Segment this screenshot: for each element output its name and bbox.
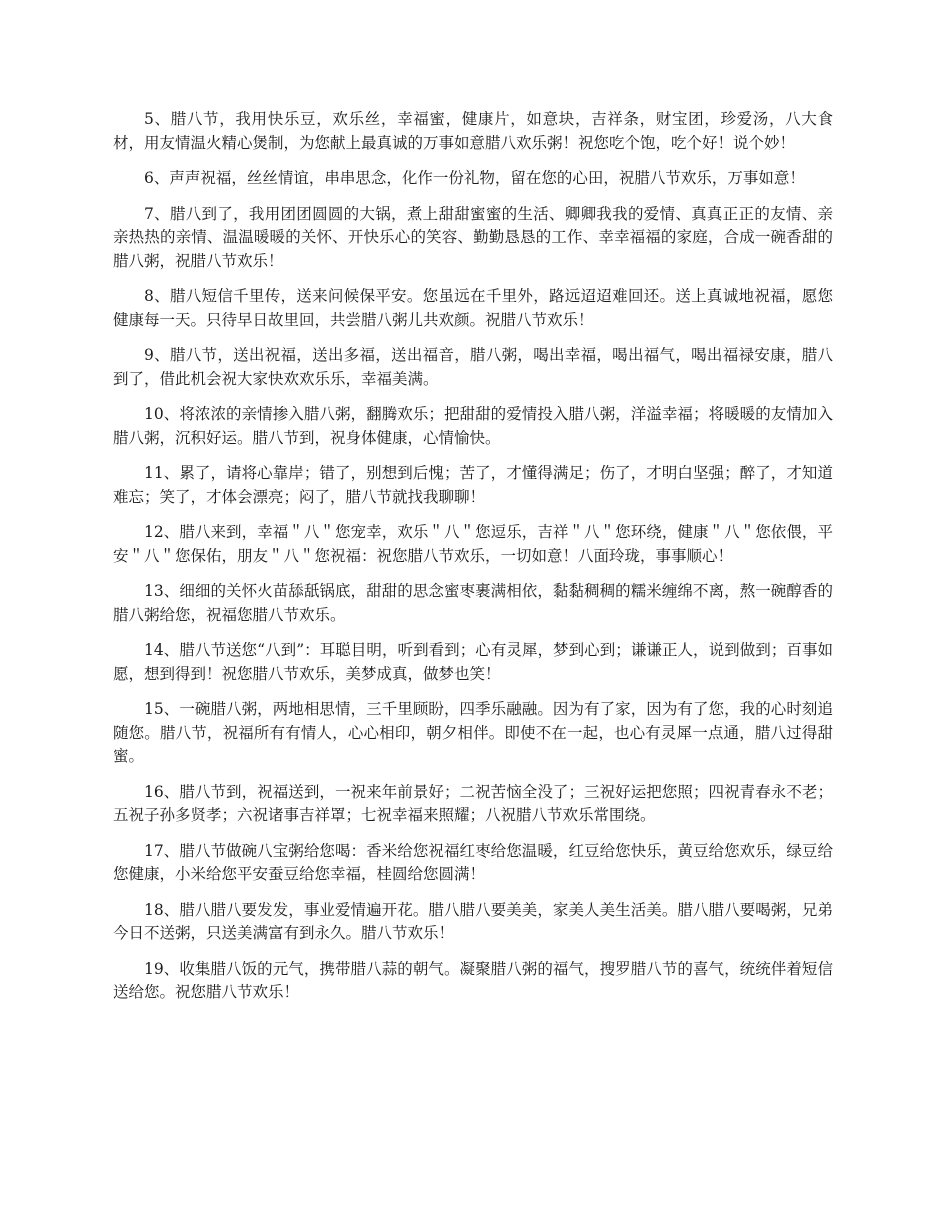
paragraph-18: 18、腊八腊八要发发，事业爱情遍开花。腊八腊八要美美，家美人美生活美。腊八腊八要喝粥，兄弟今日不送粥，只送美满富有到永久。腊八节欢乐！: [113, 900, 833, 942]
paragraph-16: 16、腊八节到，祝福送到，一祝来年前景好；二祝苦恼全没了；三祝好运把您照；四祝青春永不老；五祝子孙多贤孝；六祝诸事吉祥罩；七祝幸福来照耀；八祝腊八节欢乐常围绕。: [113, 782, 833, 824]
paragraph-7: 7、腊八到了，我用团团圆圆的大锅，煮上甜甜蜜蜜的生活、卿卿我我的爱情、真真正正的友情、亲亲热热的亲情、温温暖暖的关怀、开快乐心的笑容、勤勤恳恳的工作、幸幸福福的家庭，合成一碗香甜的腊八粥，祝腊八节欢乐！: [113, 204, 833, 270]
paragraph-19: 19、收集腊八饭的元气，携带腊八蒜的朝气。凝聚腊八粥的福气，搜罗腊八节的喜气，统统伴着短信送给您。祝您腊八节欢乐！: [113, 959, 833, 1001]
paragraph-17: 17、腊八节做碗八宝粥给您喝：香米给您祝福红枣给您温暖，红豆给您快乐，黄豆给您欢乐，绿豆给您健康，小米给您平安蚕豆给您幸福，桂圆给您圆满！: [113, 841, 833, 883]
paragraph-11: 11、累了，请将心靠岸；错了，别想到后愧；苦了，才懂得满足；伤了，才明白坚强；醉了，才知道难忘；笑了，才体会漂亮；闷了，腊八节就找我聊聊！: [113, 464, 833, 506]
paragraph-6: 6、声声祝福，丝丝情谊，串串思念，化作一份礼物，留在您的心田，祝腊八节欢乐，万事如意！: [144, 169, 805, 187]
paragraph-10: 10、将浓浓的亲情掺入腊八粥，翻腾欢乐；把甜甜的爱情投入腊八粥，洋溢幸福；将暖暖的友情加入腊八粥，沉积好运。腊八节到，祝身体健康，心情愉快。: [113, 405, 833, 447]
paragraph-13: 13、细细的关怀火苗舔舐锅底，甜甜的思念蜜枣裹满相依，黏黏稠稠的糯米缠绵不离，熬一碗醇香的腊八粥给您，祝福您腊八节欢乐。: [113, 582, 833, 624]
paragraph-8: 8、腊八短信千里传，送来问候保平安。您虽远在千里外，路远迢迢难回还。送上真诚地祝福，愿您健康每一天。只待早日故里回，共尝腊八粥儿共欢颜。祝腊八节欢乐！: [113, 287, 833, 329]
paragraph-15: 15、一碗腊八粥，两地相思情，三千里顾盼，四季乐融融。因为有了家，因为有了您，我的心时刻追随您。腊八节，祝福所有有情人，心心相印，朝夕相伴。即使不在一起，也心有灵犀一点通，腊八过得甜蜜。: [113, 700, 833, 765]
document-page: [113, 108, 833, 1017]
paragraph-9: 9、腊八节，送出祝福，送出多福，送出福音，腊八粥，喝出幸福，喝出福气，喝出福禄安康，腊八到了，借此机会祝大家快欢欢乐乐，幸福美满。: [113, 346, 833, 388]
paragraph-5: 5、腊八节，我用快乐豆，欢乐丝，幸福蜜，健康片，如意块，吉祥条，财宝团，珍爱汤，八大食材，用友情温火精心煲制，为您献上最真诚的万事如意腊八欢乐粥！祝您吃个饱，吃个好！说个妙！: [113, 110, 833, 152]
paragraph-14: 14、腊八节送您“八到”：耳聪目明，听到看到；心有灵犀，梦到心到；谦谦正人，说到做到；百事如愿，想到得到！祝您腊八节欢乐，美梦成真，做梦也笑！: [113, 641, 833, 683]
paragraph-12: 12、腊八来到，幸福＂八＂您宠幸，欢乐＂八＂您逗乐，吉祥＂八＂您环绕，健康＂八＂您依偎，平安＂八＂您保佑，朋友＂八＂您祝福：祝您腊八节欢乐，一切如意！八面玲珑，事事顺心！: [113, 523, 833, 565]
